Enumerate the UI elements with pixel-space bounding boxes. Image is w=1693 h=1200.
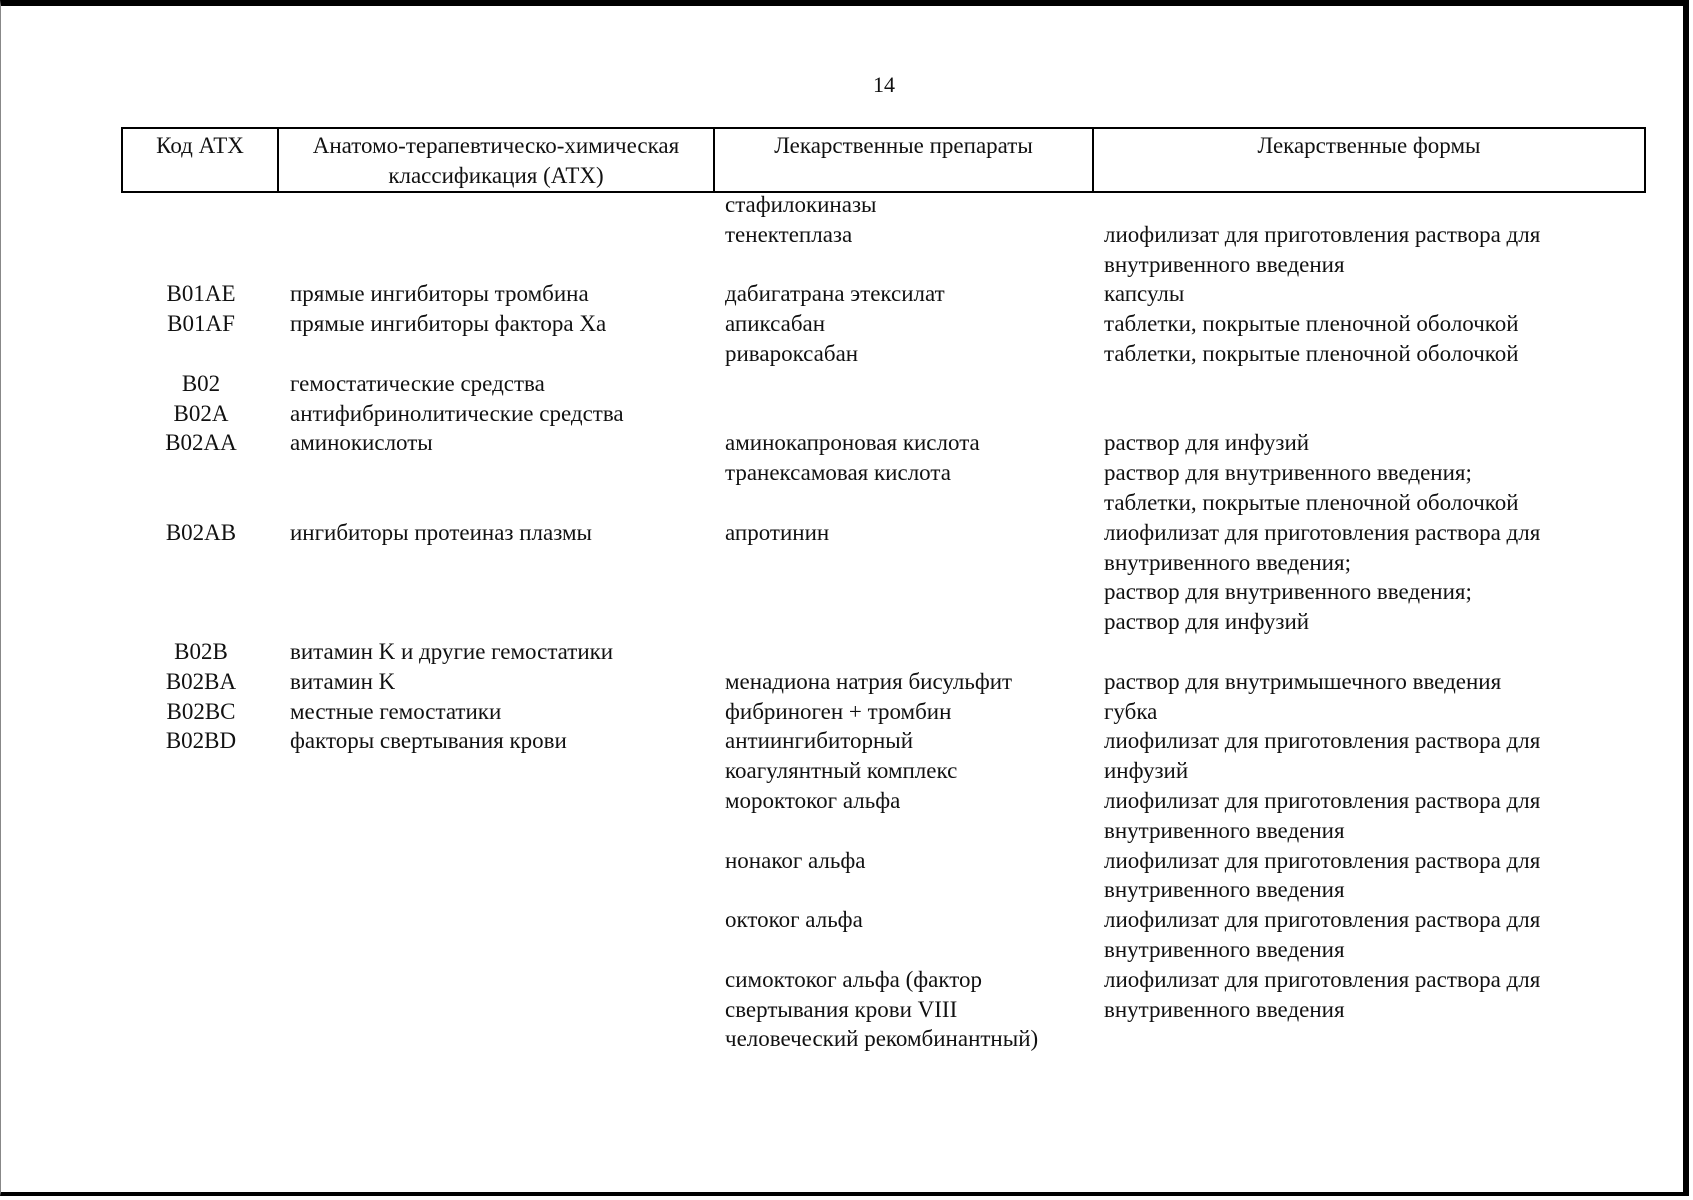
row-form: раствор для инфузий [1104, 609, 1310, 634]
row-drug: менадиона натрия бисульфит [725, 669, 1013, 694]
row-form: раствор для внутривенного введения; [1104, 460, 1472, 485]
row-drug: антиингибиторный [725, 728, 914, 753]
row-form: таблетки, покрытые пленочной оболочкой [1104, 490, 1519, 515]
row-classification: ингибиторы протеиназ плазмы [290, 520, 593, 545]
row-drug: свертывания крови VIII [725, 997, 958, 1022]
row-drug: апиксабан [725, 311, 826, 336]
row-form: капсулы [1104, 281, 1185, 306]
page-number: 14 [873, 72, 895, 97]
row-form: лиофилизат для приготовления раствора для [1104, 222, 1541, 247]
row-form: раствор для инфузий [1104, 430, 1310, 455]
row-drug: аминокапроновая кислота [725, 430, 980, 455]
row-form: раствор для внутримышечного введения [1104, 669, 1502, 694]
row-drug: нонаког альфа [725, 848, 866, 873]
row-classification: факторы свертывания крови [290, 728, 567, 753]
row-code: B01AF [167, 311, 235, 336]
row-code: B02BD [165, 728, 237, 753]
row-classification: прямые ингибиторы фактора Xa [290, 311, 607, 336]
row-form: внутривенного введения [1104, 997, 1345, 1022]
row-drug: ривароксабан [725, 341, 859, 366]
row-form: внутривенного введения [1104, 937, 1345, 962]
row-form: таблетки, покрытые пленочной оболочкой [1104, 311, 1519, 336]
row-drug: коагулянтный комплекс [725, 758, 958, 783]
row-form: лиофилизат для приготовления раствора для [1104, 728, 1541, 753]
row-form: внутривенного введения [1104, 818, 1345, 843]
row-code: B02B [174, 639, 228, 664]
row-form: лиофилизат для приготовления раствора для [1104, 788, 1541, 813]
row-drug: транексамовая кислота [725, 460, 951, 485]
row-form: внутривенного введения [1104, 252, 1345, 277]
row-classification: местные гемостатики [290, 699, 502, 724]
row-form: внутривенного введения; [1104, 550, 1351, 575]
row-drug: мороктоког альфа [725, 788, 901, 813]
header-code: Код АТХ [122, 128, 278, 192]
row-form: губка [1104, 699, 1158, 724]
table-header [121, 127, 1646, 193]
row-code: B02 [181, 371, 221, 396]
row-code: B02AA [165, 430, 237, 455]
row-classification: гемостатические средства [290, 371, 545, 396]
row-classification: прямые ингибиторы тромбина [290, 281, 589, 306]
row-classification: витамин K [290, 669, 396, 694]
row-form: лиофилизат для приготовления раствора для [1104, 967, 1541, 992]
row-classification: антифибринолитические средства [290, 401, 624, 426]
row-drug: симоктоког альфа (фактор [725, 967, 983, 992]
header-drugs: Лекарственные препараты [714, 128, 1093, 192]
row-drug: дабигатрана этексилат [725, 281, 945, 306]
row-drug: стафилокиназы [725, 192, 877, 217]
row-form: лиофилизат для приготовления раствора для [1104, 520, 1541, 545]
row-drug: человеческий рекомбинантный) [725, 1026, 1039, 1051]
row-form: лиофилизат для приготовления раствора для [1104, 907, 1541, 932]
row-drug: фибриноген + тромбин [725, 699, 952, 724]
row-drug: октоког альфа [725, 907, 863, 932]
header-row [122, 128, 1645, 192]
row-code: B01AE [166, 281, 236, 306]
row-code: B02A [173, 401, 229, 426]
row-form: таблетки, покрытые пленочной оболочкой [1104, 341, 1519, 366]
row-classification: аминокислоты [290, 430, 433, 455]
row-code: B02BC [166, 699, 236, 724]
row-code: B02AB [165, 520, 237, 545]
row-form: внутривенного введения [1104, 877, 1345, 902]
row-code: B02BA [165, 669, 237, 694]
header-classification [278, 128, 714, 192]
row-form: инфузий [1104, 758, 1189, 783]
header-forms: Лекарственные формы [1093, 128, 1645, 192]
row-classification: витамин K и другие гемостатики [290, 639, 614, 664]
row-form: раствор для внутривенного введения; [1104, 579, 1472, 604]
row-form: лиофилизат для приготовления раствора для [1104, 848, 1541, 873]
row-drug: апротинин [725, 520, 830, 545]
header-classification-text: Анатомо-терапевтическо-химическая классификация (АТХ) [312, 133, 680, 188]
row-drug: тенектеплаза [725, 222, 853, 247]
